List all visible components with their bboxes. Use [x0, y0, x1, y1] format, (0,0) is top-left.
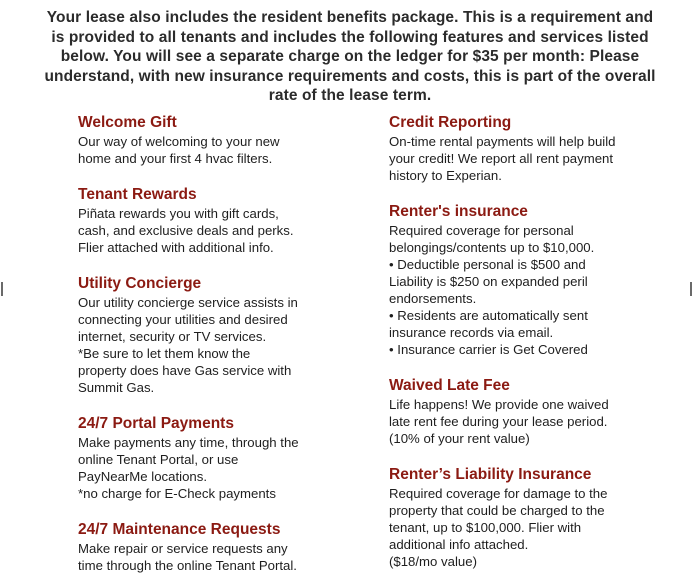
body-line: Liability is $250 on expanded peril: [389, 274, 588, 289]
section-body: [389, 485, 654, 570]
body-line: cash, and exclusive deals and perks.: [78, 223, 294, 238]
body-line: property that could be charged to the: [389, 503, 605, 518]
benefits-left-column: [78, 113, 333, 574]
section-credit-reporting: [389, 113, 654, 184]
body-line: Our way of welcoming to your new: [78, 134, 280, 149]
section-body: [78, 434, 333, 502]
body-line: connecting your utilities and desired: [78, 312, 288, 327]
intro-line: Your lease also includes the resident benefits package. This is a requirement and: [46, 9, 654, 26]
section-title: 24/7 Maintenance Requests: [78, 521, 281, 538]
section-title: Utility Concierge: [78, 275, 202, 292]
section-welcome-gift: [78, 113, 333, 167]
body-line: insurance records via email.: [389, 325, 554, 340]
body-line: internet, security or TV services.: [78, 329, 267, 344]
section-renters-insurance: [389, 202, 654, 358]
benefits-right-column: [389, 113, 654, 570]
body-line: property does have Gas service with: [78, 363, 292, 378]
body-line: • Insurance carrier is Get Covered: [389, 342, 588, 357]
section-body: [389, 222, 654, 358]
body-line: late rent fee during your lease period.: [389, 414, 608, 429]
body-line: *Be sure to let them know the: [78, 346, 251, 361]
intro-line: is provided to all tenants and includes the following features and services listed: [51, 28, 649, 46]
section-title: 24/7 Portal Payments: [78, 415, 234, 432]
body-line: On-time rental payments will help build: [389, 134, 616, 149]
body-line: Life happens! We provide one waived: [389, 397, 609, 412]
section-body: [78, 294, 333, 396]
body-line: your credit! We report all rent payment: [389, 151, 614, 166]
section-body: [78, 205, 333, 256]
section-title: Credit Reporting: [389, 114, 512, 131]
body-line: time through the online Tenant Portal.: [78, 558, 297, 573]
body-line: *no charge for E-Check payments: [78, 486, 276, 501]
section-portal-payments: [78, 414, 333, 502]
intro-line: below. You will see a separate charge on the ledger for $35 per month: Please: [60, 48, 640, 65]
body-line: Required coverage for personal: [389, 223, 574, 238]
body-line: • Residents are automatically sent: [389, 308, 588, 323]
body-line: Make repair or service requests any: [78, 541, 288, 556]
body-line: Required coverage for damage to the: [389, 486, 608, 501]
body-line: online Tenant Portal, or use: [78, 452, 239, 467]
body-line: additional info attached.: [389, 537, 529, 552]
body-line: Flier attached with additional info.: [78, 240, 274, 255]
body-line: Piñata rewards you with gift cards,: [78, 206, 279, 221]
body-line: • Deductible personal is $500 and: [389, 257, 586, 272]
section-title: Waived Late Fee: [389, 377, 510, 394]
intro-line: rate of the lease term.: [268, 87, 432, 104]
section-body: [389, 396, 654, 447]
body-line: (10% of your rent value): [389, 431, 530, 446]
section-tenant-rewards: [78, 185, 333, 256]
section-waived-late-fee: [389, 376, 654, 447]
body-line: endorsements.: [389, 291, 477, 306]
intro-line: understand, with new insurance requirements and costs, this is part of the overall: [44, 67, 656, 85]
body-line: belongings/contents up to $10,000.: [389, 240, 595, 255]
body-line: PayNearMe locations.: [78, 469, 208, 484]
section-maintenance-requests: [78, 520, 333, 574]
section-body: [389, 133, 654, 184]
body-line: Make payments any time, through the: [78, 435, 299, 450]
body-line: Summit Gas.: [78, 380, 155, 395]
section-title: Renter's insurance: [389, 203, 528, 220]
section-title: Welcome Gift: [78, 114, 177, 131]
section-liability-insurance: [389, 465, 654, 570]
section-title: Tenant Rewards: [78, 186, 197, 203]
intro-paragraph: [20, 8, 680, 106]
body-line: home and your first 4 hvac filters.: [78, 151, 273, 166]
section-body: [78, 540, 333, 574]
body-line: ($18/mo value): [389, 554, 477, 569]
body-line: history to Experian.: [389, 168, 502, 183]
section-body: [78, 133, 333, 167]
body-line: Our utility concierge service assists in: [78, 295, 298, 310]
scan-edge-mark-right: [690, 282, 698, 296]
scan-edge-mark-left: [1, 282, 9, 296]
body-line: tenant, up to $100,000. Flier with: [389, 520, 582, 535]
section-title: Renter’s Liability Insurance: [389, 466, 592, 483]
section-utility-concierge: [78, 274, 333, 396]
